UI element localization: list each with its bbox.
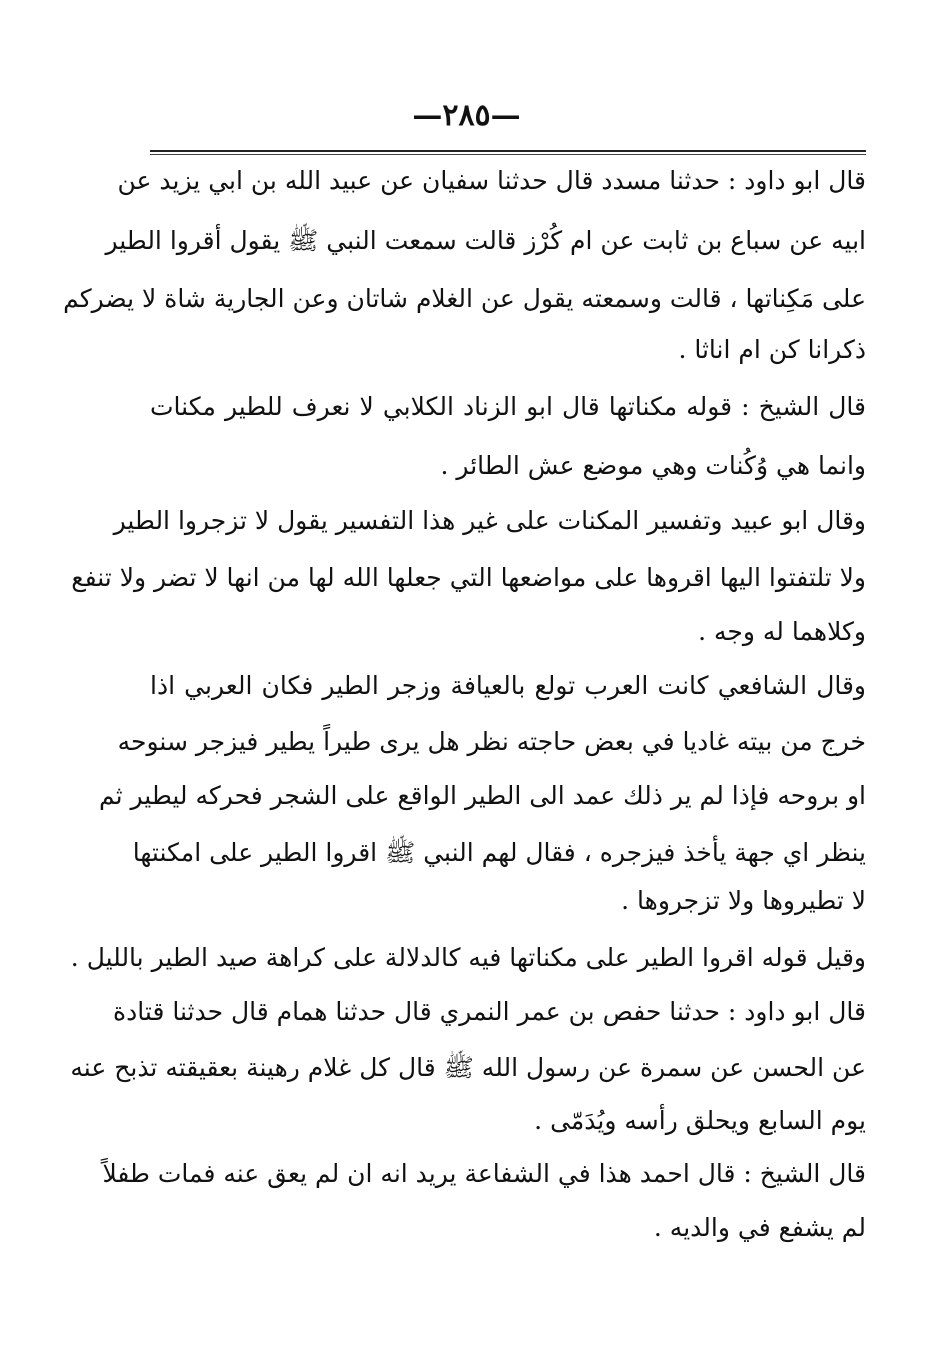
text-line: وقال ابو عبيد وتفسير المكنات على غير هذا التفسير يقول لا تزجروا الطير bbox=[113, 506, 866, 535]
text-line: قال ابو داود : حدثنا مسدد قال حدثنا سفيان عن عبيد الله بن ابي يزيد عن bbox=[117, 166, 866, 195]
text-line: وقيل قوله اقروا الطير على مكناتها فيه كالدلالة على كراهة صيد الطير بالليل . bbox=[70, 943, 866, 972]
text-line: وقال الشافعي كانت العرب تولع بالعيافة وزجر الطير فكان العربي اذا bbox=[150, 671, 866, 700]
text-line: او بروحه فإذا لم ير ذلك عمد الى الطير الواقع على الشجر فحركه ليطير ثم bbox=[98, 781, 866, 810]
text-line: قال ابو داود : حدثنا حفص بن عمر النمري قال حدثنا همام قال حدثنا قتادة bbox=[113, 997, 866, 1026]
text-line: ابيه عن سباع بن ثابت عن ام كُرْز قالت سمعت النبي ﷺ يقول أقروا الطير bbox=[105, 226, 866, 255]
text-line: وانما هي وُكُنات وهي موضع عش الطائر . bbox=[440, 451, 866, 480]
header-rule bbox=[150, 150, 866, 152]
text-line: عن الحسن عن سمرة عن رسول الله ﷺ قال كل غلام رهينة بعقيقته تذبح عنه bbox=[70, 1053, 866, 1082]
text-line: قال الشيخ : قال احمد هذا في الشفاعة يريد انه ان لم يعق عنه فمات طفلاً bbox=[102, 1159, 866, 1188]
text-line: خرج من بيته غاديا في بعض حاجته نظر هل يرى طيراً يطير فيزجر سنوحه bbox=[117, 727, 866, 756]
text-line: على مَكِناتها ، قالت وسمعته يقول عن الغلام شاتان وعن الجارية شاة لا يضركم bbox=[63, 284, 866, 313]
text-line: ولا تلتفتوا اليها اقروها على مواضعها التي جعلها الله لها من انها لا تضر ولا تنفع bbox=[71, 563, 866, 592]
text-line: ذكرانا كن ام اناثا . bbox=[678, 335, 866, 364]
text-line: يوم السابع ويحلق رأسه ويُدَمّى . bbox=[534, 1106, 866, 1135]
text-line: لم يشفع في والديه . bbox=[653, 1213, 866, 1242]
text-line: وكلاهما له وجه . bbox=[698, 617, 866, 646]
text-line: لا تطيروها ولا تزجروها . bbox=[621, 886, 866, 915]
page-number: —٢٨٥— bbox=[412, 98, 521, 133]
text-line: ينظر اي جهة يأخذ فيزجره ، فقال لهم النبي ﷺ اقروا الطير على امكنتها bbox=[132, 838, 866, 867]
header-rule-thin bbox=[150, 154, 866, 155]
text-line: قال الشيخ : قوله مكناتها قال ابو الزناد الكلابي لا نعرف للطير مكنات bbox=[150, 392, 866, 421]
